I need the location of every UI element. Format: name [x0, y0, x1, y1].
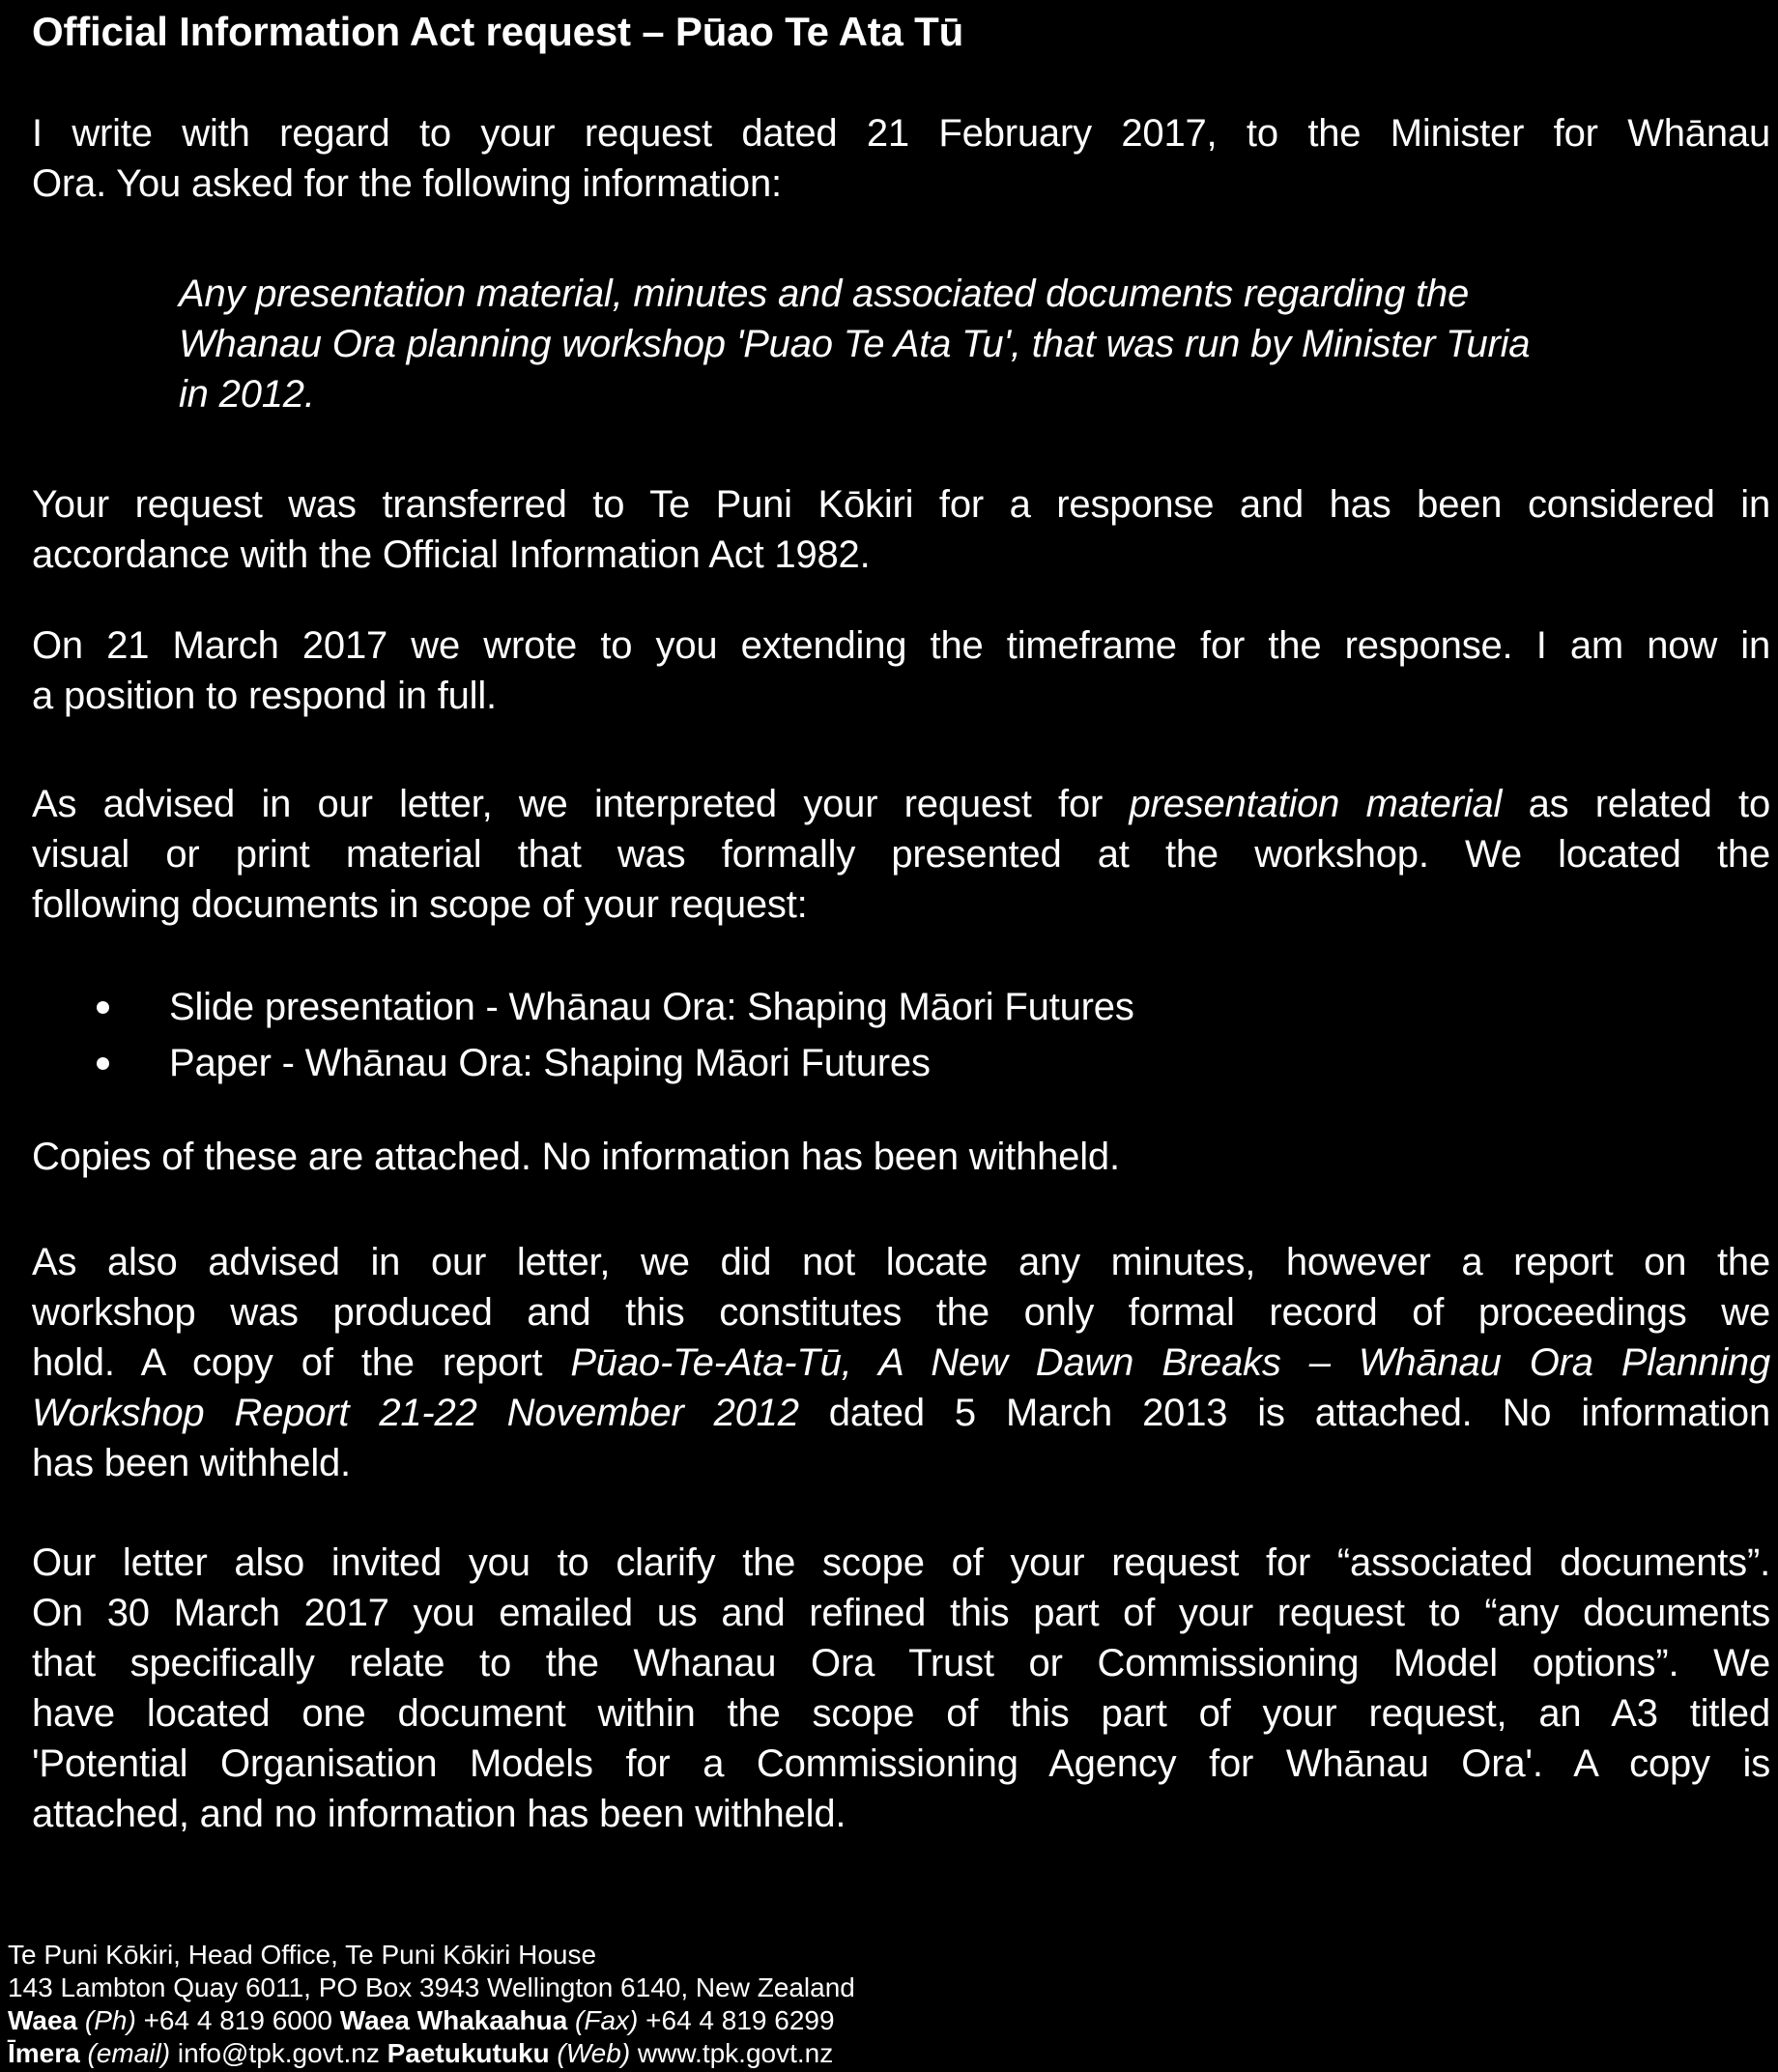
text-segment: (Fax): [575, 2005, 639, 2035]
text-line: [32, 1739, 1770, 1789]
extension-paragraph: [32, 620, 1770, 721]
text-segment: +64 4 819 6299: [638, 2005, 835, 2035]
text-segment: workshop was produced and this constitutes the only formal record of proceedings we: [32, 1291, 1770, 1334]
text-segment: presentation material: [1129, 783, 1503, 825]
text-line: [32, 108, 1770, 158]
text-line: [32, 479, 1770, 530]
clarification-paragraph: [32, 1538, 1770, 1839]
text-segment: As also advised in our letter, we did not locate any minutes, however a report on the: [32, 1241, 1770, 1283]
text-line: [32, 879, 1770, 930]
text-segment: a position to respond in full.: [32, 675, 497, 717]
letter-body: [32, 108, 1770, 1839]
text-segment: [77, 2005, 85, 2035]
text-segment: Slide presentation - Whānau Ora: Shaping Māori Futures: [169, 986, 1134, 1028]
list-item-text: [169, 979, 1134, 1035]
document-title: Official Information Act request – Pūao Te Ata Tū: [32, 9, 964, 54]
text-segment: as related to: [1502, 783, 1770, 825]
text-segment: Our letter also invited you to clarify the scope of your request for “associated documents”.: [32, 1541, 1770, 1584]
text-line: [32, 1688, 1770, 1739]
text-segment: www.tpk.govt.nz: [630, 2038, 834, 2068]
bullet-icon: [97, 1001, 109, 1014]
text-line: [179, 269, 1770, 319]
text-line: [32, 1588, 1770, 1638]
text-line: [32, 1438, 1770, 1488]
text-segment: (Ph): [84, 2005, 136, 2035]
text-segment: Whanau Ora planning workshop 'Puao Te Ata Tu', that was run by Minister Turia: [179, 323, 1531, 365]
text-line: [32, 779, 1770, 829]
text-segment: visual or print material that was formally presented at the workshop. We located the: [32, 833, 1770, 876]
text-segment: have located one document within the scope of this part of your request, an A3 titled: [32, 1692, 1770, 1735]
text-segment: On 30 March 2017 you emailed us and refined this part of your request to “any documents: [32, 1592, 1770, 1634]
text-segment: Paper - Whānau Ora: Shaping Māori Futures: [169, 1042, 931, 1084]
text-line: [8, 1939, 1770, 1971]
text-segment: (email): [87, 2038, 171, 2068]
text-segment: accordance with the Official Information Act 1982.: [32, 533, 871, 576]
list-item: [32, 1035, 1770, 1091]
text-line: [32, 1538, 1770, 1588]
text-segment: I write with regard to your request dated 21 February 2017, to the Minister for Whānau: [32, 112, 1770, 155]
text-segment: On 21 March 2017 we wrote to you extending the timeframe for the response. I am now in: [32, 624, 1770, 667]
text-line: [32, 1789, 1770, 1839]
text-line: [32, 1338, 1770, 1388]
request-quote-block: [179, 269, 1770, 419]
text-segment: info@tpk.govt.nz: [170, 2038, 387, 2068]
text-segment: Pūao-Te-Ata-Tū, A New Dawn Breaks – Whānau Ora Planning: [570, 1341, 1770, 1384]
text-line: [8, 1971, 1770, 2004]
interpretation-paragraph: [32, 779, 1770, 930]
text-line: [32, 1132, 1770, 1182]
text-line: [8, 2004, 1770, 2037]
text-line: [8, 2037, 1770, 2070]
text-line: [32, 1237, 1770, 1287]
text-segment: has been withheld.: [32, 1442, 351, 1484]
text-segment: Te Puni Kōkiri, Head Office, Te Puni Kōkiri House: [8, 1940, 597, 1970]
text-segment: Workshop Report 21-22 November 2012: [32, 1392, 799, 1434]
text-segment: Īmera: [8, 2038, 80, 2068]
text-line: [32, 158, 1770, 209]
text-segment: Copies of these are attached. No information has been withheld.: [32, 1136, 1120, 1178]
text-line: [179, 319, 1770, 369]
text-segment: Paetukutuku: [387, 2038, 550, 2068]
text-line: [32, 671, 1770, 721]
text-line: [32, 1287, 1770, 1338]
letter-footer: [8, 1939, 1770, 2070]
list-item: [32, 979, 1770, 1035]
copies-attached-paragraph: [32, 1132, 1770, 1182]
text-segment: 143 Lambton Quay 6011, PO Box 3943 Wellington 6140, New Zealand: [8, 1972, 855, 2002]
text-segment: (Web): [557, 2038, 631, 2068]
transfer-paragraph: [32, 479, 1770, 580]
text-segment: in 2012.: [179, 373, 315, 416]
text-line: [32, 1638, 1770, 1688]
text-segment: Any presentation material, minutes and associated documents regarding the: [179, 273, 1470, 315]
text-segment: [80, 2038, 88, 2068]
text-segment: Your request was transferred to Te Puni Kōkiri for a response and has been considered in: [32, 483, 1770, 526]
text-line: [32, 620, 1770, 671]
bullet-icon: [97, 1057, 109, 1070]
text-line: [32, 829, 1770, 879]
text-segment: [567, 2005, 575, 2035]
text-segment: As advised in our letter, we interpreted your request for: [32, 783, 1130, 825]
text-segment: following documents in scope of your request:: [32, 883, 808, 926]
text-segment: +64 4 819 6000: [135, 2005, 340, 2035]
text-segment: dated 5 March 2013 is attached. No information: [798, 1392, 1771, 1434]
located-documents-list: [32, 979, 1770, 1091]
text-segment: attached, and no information has been withheld.: [32, 1793, 846, 1835]
report-paragraph: [32, 1237, 1770, 1488]
text-segment: hold. A copy of the report: [32, 1341, 571, 1384]
text-segment: 'Potential Organisation Models for a Commissioning Agency for Whānau Ora'. A copy is: [32, 1742, 1770, 1785]
text-line: [32, 530, 1770, 580]
list-item-text: [169, 1035, 931, 1091]
text-segment: Waea: [8, 2005, 78, 2035]
text-segment: Ora. You asked for the following information:: [32, 162, 782, 205]
text-segment: Waea Whakaahua: [339, 2005, 568, 2035]
intro-paragraph: [32, 108, 1770, 209]
text-line: [32, 1388, 1770, 1438]
text-line: [179, 369, 1770, 419]
text-segment: that specifically relate to the Whanau Ora Trust or Commissioning Model options”. We: [32, 1642, 1770, 1684]
